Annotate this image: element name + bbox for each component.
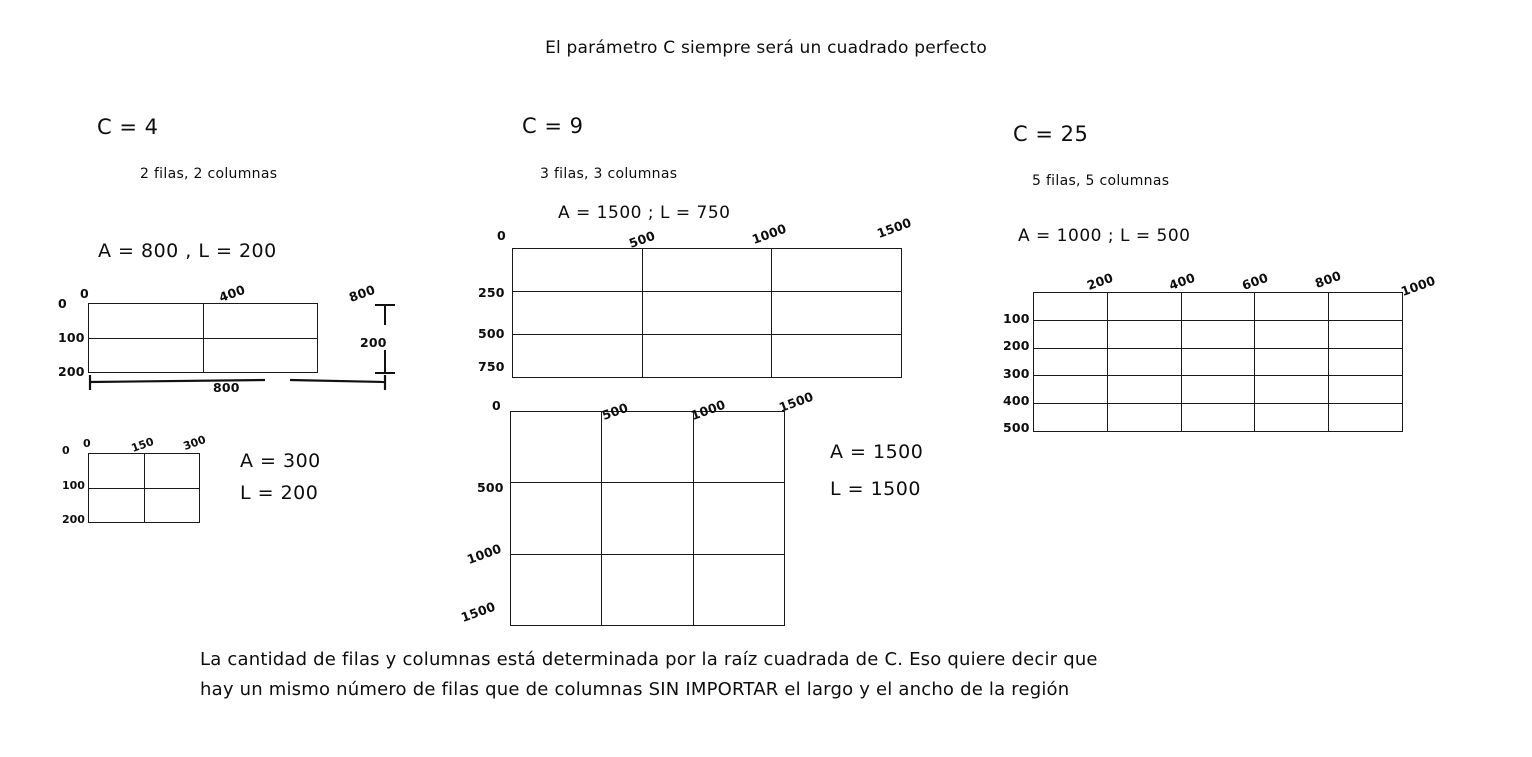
table-row [89, 454, 200, 489]
table-row [1034, 348, 1403, 376]
tick-left-2: 200 [58, 364, 85, 379]
tick-left-1: 500 [477, 480, 504, 495]
tick-top-3: 1500 [776, 388, 816, 415]
dimension-marks-c4 [85, 295, 405, 400]
formula-c25-grid1: A = 1000 ; L = 500 [1018, 226, 1191, 246]
tick-top-2: 1000 [688, 396, 728, 423]
grid-c4-2 [88, 453, 200, 523]
formula-a-c4-grid2: A = 300 [240, 450, 321, 472]
section-heading-c25: C = 25 [1013, 122, 1089, 146]
tick-top-0: 0 [83, 437, 91, 450]
table-row [513, 335, 902, 378]
tick-left-2: 300 [1003, 366, 1030, 381]
tick-top-1: 400 [216, 281, 248, 305]
tick-left-1: 100 [62, 479, 85, 492]
section-subheading-c9: 3 filas, 3 columnas [540, 166, 678, 182]
formula-c9-grid1: A = 1500 ; L = 750 [558, 203, 731, 223]
grid-c25-1 [1033, 292, 1403, 432]
grid-table [88, 453, 200, 523]
tick-left-1: 250 [478, 285, 505, 300]
table-row [513, 292, 902, 335]
tick-top-1: 400 [1166, 269, 1198, 293]
tick-top-3: 800 [1312, 267, 1344, 291]
tick-left-0: 0 [58, 296, 67, 311]
tick-top-0: 200 [1084, 269, 1116, 293]
section-heading-c9: C = 9 [522, 114, 584, 138]
table-row [511, 554, 785, 625]
table-row [89, 488, 200, 523]
tick-top-2: 1000 [749, 220, 789, 247]
tick-left-0: 100 [1003, 311, 1030, 326]
tick-left-3: 1500 [458, 598, 498, 625]
tick-top-0: 0 [492, 398, 501, 413]
dimension-width-label: 800 [213, 380, 240, 395]
grid-c9-2 [510, 411, 785, 626]
table-row [1034, 293, 1403, 321]
grid-table [512, 248, 902, 378]
grid-table [510, 411, 785, 626]
tick-top-2: 800 [346, 281, 378, 305]
formula-l-c9-grid2: L = 1500 [830, 478, 921, 500]
tick-top-4: 1000 [1398, 272, 1438, 299]
table-row [511, 483, 785, 554]
formula-c4-grid1: A = 800 , L = 200 [98, 240, 277, 262]
tick-top-1: 500 [599, 399, 631, 423]
tick-top-1: 500 [626, 227, 658, 251]
table-row [511, 412, 785, 483]
tick-top-2: 600 [1239, 269, 1271, 293]
table-row [1034, 404, 1403, 432]
dimension-height-label: 200 [360, 335, 387, 350]
tick-left-1: 100 [58, 330, 85, 345]
bottom-caption [200, 645, 1350, 705]
tick-top-2: 300 [181, 432, 208, 453]
tick-left-4: 500 [1003, 420, 1030, 435]
grid-table [1033, 292, 1403, 432]
tick-top-3: 1500 [874, 214, 914, 241]
table-row [513, 249, 902, 292]
section-subheading-c4: 2 filas, 2 columnas [140, 166, 278, 182]
tick-left-2: 1000 [464, 540, 504, 567]
page-title: El parámetro C siempre será un cuadrado perfecto [545, 38, 987, 58]
section-heading-c4: C = 4 [97, 115, 159, 139]
table-row [1034, 376, 1403, 404]
section-subheading-c25: 5 filas, 5 columnas [1032, 173, 1170, 189]
grid-c9-1 [512, 248, 902, 378]
caption-line-2: hay un mismo número de filas que de columnas SIN IMPORTAR el largo y el ancho de la región [200, 679, 1070, 700]
tick-top-1: 150 [129, 434, 156, 455]
tick-left-0: 0 [62, 444, 70, 457]
formula-l-c4-grid2: L = 200 [240, 482, 319, 504]
caption-line-1: La cantidad de filas y columnas está determinada por la raíz cuadrada de C. Eso quiere decir que [200, 649, 1098, 670]
tick-left-1: 200 [1003, 338, 1030, 353]
tick-top-0: 0 [497, 228, 506, 243]
formula-a-c9-grid2: A = 1500 [830, 441, 924, 463]
tick-left-3: 750 [478, 359, 505, 374]
tick-left-3: 400 [1003, 393, 1030, 408]
tick-left-2: 200 [62, 513, 85, 526]
table-row [1034, 320, 1403, 348]
tick-top-0: 0 [80, 286, 89, 301]
tick-left-2: 500 [478, 326, 505, 341]
